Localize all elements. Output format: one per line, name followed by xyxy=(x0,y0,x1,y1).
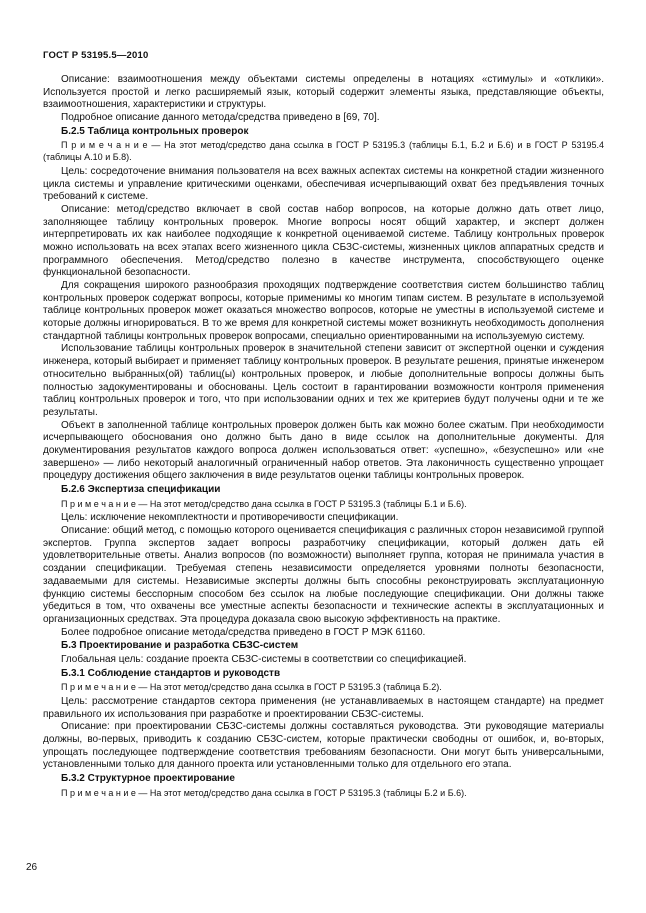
page-number: 26 xyxy=(26,862,38,873)
section-heading: Б.2.5 Таблица контрольных проверок xyxy=(61,125,249,137)
section-heading: Б.3 Проектирование и разработка СБЗС-систем xyxy=(61,640,299,652)
note-paragraph: П р и м е ч а н и е — На этот метод/средство дана ссылка в ГОСТ Р 53195.3 (таблицы Б.1 и Б.6). xyxy=(61,498,467,509)
section-heading: Б.3.1 Соблюдение стандартов и руководств xyxy=(61,667,281,679)
body-paragraph: Цель: рассмотрение стандартов сектора применения (не устанавливаемых в настоящем стандарте) на предмет правильного их использования при разработке и проектировании СБЗС-системы. xyxy=(43,696,604,720)
body-paragraph: Цель: исключение некомплектности и противоречивости спецификации. xyxy=(61,512,399,524)
document-content xyxy=(43,74,604,800)
body-paragraph: Описание: при проектировании СБЗС-системы должны составляться руководства. Эти руководящие материалы должны, во-первых, приводить к созданию СБЗС-систем, которые практически свободны от ошибок, и, во-вторых, упрощать последующее подтверждение соответствия требованиям безопасности. Они могут быть универсальными, установленными только для данного проекта или установленными только для отдельного его этапа. xyxy=(43,721,604,771)
body-paragraph: Описание: метод/средство включает в свой состав набор вопросов, на которые должно дать ответ лицо, заполняющее таблицу контрольных проверок. Многие вопросы носят общий характер, и эксперт должен интерпретировать их как наиболее подходящие к конкретной оцениваемой системе. Таблицу контрольных проверок можно использовать на всех этапах всего жизненного цикла СБЗС-системы, жизненных циклов аппаратных средств и программного обеспечения. Метод/средство полезно в качестве инструмента, способствующего оценке функциональной безопасности. xyxy=(43,203,604,279)
body-paragraph: Для сокращения широкого разнообразия проходящих подтверждение соответствия систем большинство таблиц контрольных проверок содержат вопросы, которые применимы ко многим типам систем. В результате в используемой таблице контрольных проверок может оказаться множество вопросов, которые не уместны в используемой системе и которые должны игнорироваться. В то же время для конкретной системы может возникнуть необходимость дополнения стандартной таблицы контрольных проверок вопросами, специально ориентированными на используемую систему. xyxy=(43,280,604,342)
body-paragraph: Цель: сосредоточение внимания пользователя на всех важных аспектах системы на конкретной стадии жизненного цикла системы и управление критическими оценками, обеспечивая исчерпывающий охват без предъявления точных требований к системе. xyxy=(43,165,604,203)
note-paragraph: П р и м е ч а н и е — На этот метод/средство дана ссылка в ГОСТ Р 53195.3 (таблицы Б.2 и Б.6). xyxy=(61,787,467,798)
body-paragraph: Объект в заполненной таблице контрольных проверок должен быть как можно более сжатым. При необходимости исчерпывающего обоснования оно должно быть дано в виде ссылок на дополнительные документы. Для документирования результатов каждого вопроса должен использоваться ответ: «успешно», «безуспешно» или «не завершено» — либо некоторый аналогичный ограниченный набор ответов. Эта лаконичность существенно упрощает процедуру достижения общего заключения в виде результатов оценки таблицы контрольных проверок. xyxy=(43,419,604,482)
body-paragraph: Описание: взаимоотношения между объектами системы определены в нотациях «стимулы» и «отклики». Используется простой и легко расширяемый язык, который содержит элементы языка, представляющие объекты, взаимоотношения, характеристики и структуры. xyxy=(43,74,604,111)
body-paragraph: Более подробное описание метода/средства приведено в ГОСТ Р МЭК 61160. xyxy=(61,626,426,638)
note-paragraph: П р и м е ч а н и е — На этот метод/средство дана ссылка в ГОСТ Р 53195.3 (таблица Б.2). xyxy=(61,682,442,693)
body-paragraph: Глобальная цель: создание проекта СБЗС-системы в соответствии со спецификацией. xyxy=(61,653,467,665)
section-heading: Б.2.6 Экспертиза спецификации xyxy=(61,484,221,495)
body-paragraph: Описание: общий метод, с помощью которого оценивается спецификация с различных сторон независимой группой экспертов. Группа экспертов задает вопросы разработчику спецификации, который должен дать ей удовлетворительные ответы. Анализ вопросов (по возможности) выполняет группа, которая не принимала участия в создании спецификации. Требуемая степень независимости определяется уровнями полноты безопасности, задаваемыми для системы. Независимые эксперты должны быть способны реконструировать эксплуатационную функцию системы бесспорным способом без ссылок на любые последующие спецификации. Они должны также убедиться в том, что охвачены все уместные аспекты безопасности и технические аспекты в эксплуатационных и организационных средствах. Эта процедура доказала свою высокую эффективность на практике. xyxy=(43,525,604,625)
body-paragraph: Использование таблицы контрольных проверок в значительной степени зависит от экспертной оценки и суждения инженера, который выбирает и применяет таблицу контрольных проверок. В результате решения, принятые инженером относительно выбранных(ой) таблиц(ы) контрольных проверок, и любые дополнительные вопросы должны быть полностью задокументированы и обоснованы. Цель состоит в гарантировании возможности контроля применения таблиц контрольных проверок и того, что при использовании одних и тех же критериев будут получены одни и те же результаты. xyxy=(43,343,605,418)
body-paragraph: Подробное описание данного метода/средства приведено в [69, 70]. xyxy=(61,112,380,124)
section-heading: Б.3.2 Структурное проектирование xyxy=(61,773,235,785)
note-paragraph: П р и м е ч а н и е — На этот метод/средство дана ссылка в ГОСТ Р 53195.3 (таблицы Б.1, Б.2 и Б.6) и в ГОСТ Р 53195.4 (таблицы А.10 и Б.8). xyxy=(43,140,604,163)
running-header: ГОСТ Р 53195.5—2010 xyxy=(43,50,149,61)
